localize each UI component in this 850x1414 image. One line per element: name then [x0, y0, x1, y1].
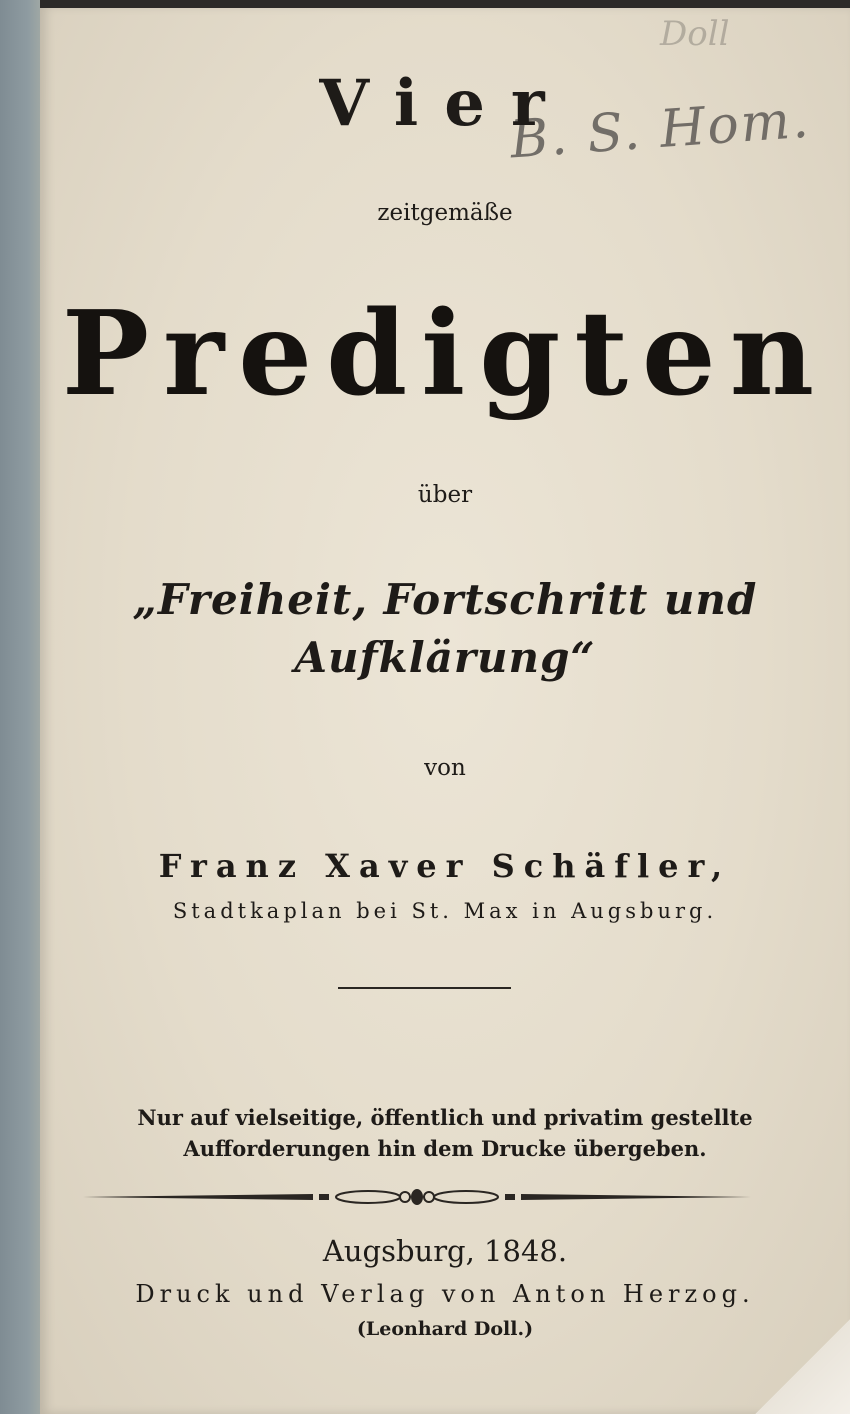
faint-shelfmark: Doll — [660, 14, 730, 54]
imprint-publisher: Druck und Verlag von Anton Herzog. — [135, 1280, 755, 1308]
top-edge-shadow — [40, 0, 850, 8]
imprint-place-year: Augsburg, 1848. — [322, 1234, 568, 1268]
author-name: Franz Xaver Schäfler, — [158, 847, 732, 885]
preposition-line: über — [417, 482, 473, 508]
author-prefix: von — [424, 755, 466, 781]
main-title: Predigten — [61, 286, 829, 422]
title-top-word: Vier — [319, 66, 571, 141]
subject-line-1: „Freiheit, Fortschritt und — [132, 575, 758, 624]
handwritten-note: B. S. Hom. — [508, 89, 813, 171]
imprint-printer: (Leonhard Doll.) — [356, 1318, 534, 1340]
note-line-2: Aufforderungen hin dem Drucke übergeben. — [183, 1136, 707, 1161]
note-line-1: Nur auf vielseitige, öffentlich und privatim gestellte — [137, 1105, 753, 1130]
subtitle-line: zeitgemäße — [377, 200, 513, 226]
page-corner-fold — [755, 1319, 850, 1414]
ornamental-rule — [83, 1184, 751, 1210]
divider-rule — [338, 987, 511, 989]
subject-line-2: Aufklärung“ — [294, 633, 596, 682]
author-title: Stadtkaplan bei St. Max in Augsburg. — [172, 899, 718, 923]
